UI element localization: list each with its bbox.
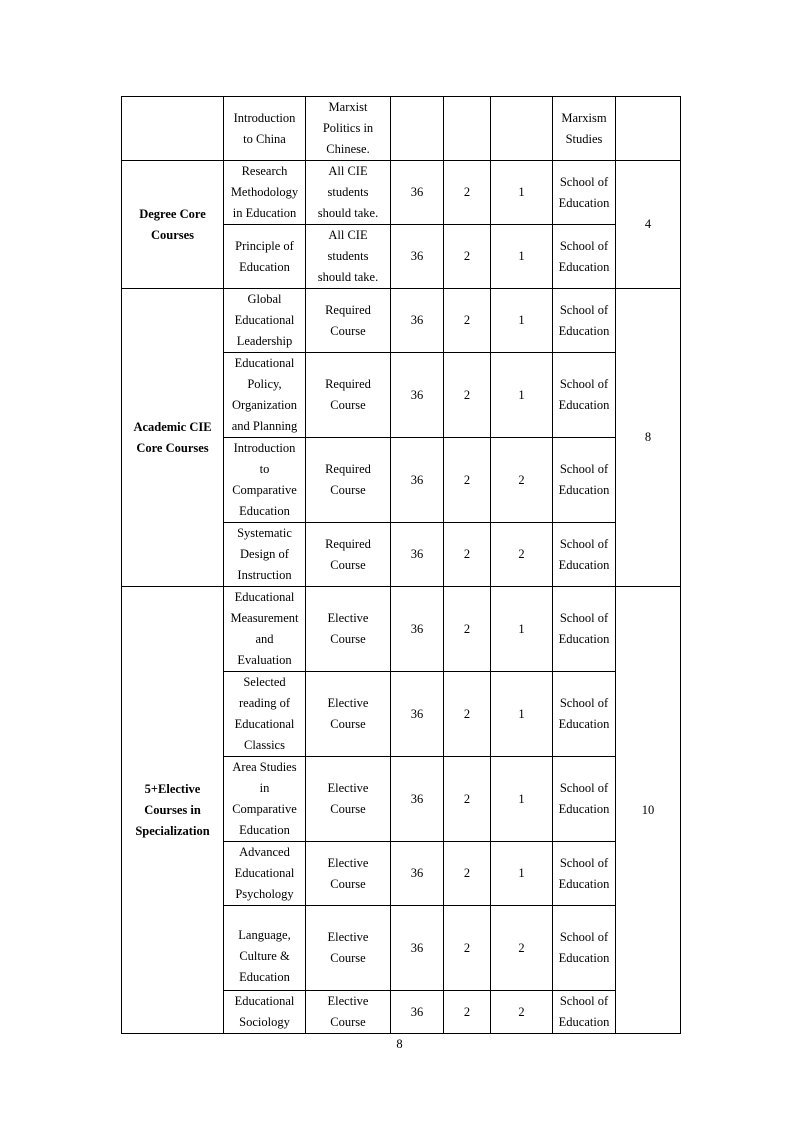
- department-cell: School of Education: [553, 438, 616, 523]
- credits-cell: 2: [444, 842, 491, 906]
- course-name-cell: Educational Measurement and Evaluation: [224, 587, 306, 672]
- course-type-cell: Elective Course: [306, 587, 391, 672]
- credits-cell: 2: [444, 161, 491, 225]
- course-type-cell: Required Course: [306, 353, 391, 438]
- credits-cell: 2: [444, 225, 491, 289]
- course-name-cell: Educational Sociology: [224, 991, 306, 1034]
- department-cell: School of Education: [553, 289, 616, 353]
- course-name-cell: Educational Policy, Organization and Planning: [224, 353, 306, 438]
- course-name-cell: Introduction to China: [224, 97, 306, 161]
- department-cell: School of Education: [553, 842, 616, 906]
- course-name-cell: Introduction to Comparative Education: [224, 438, 306, 523]
- category-cell: [122, 97, 224, 161]
- course-name-cell: Principle of Education: [224, 225, 306, 289]
- hours-cell: [391, 97, 444, 161]
- course-name-cell: Language, Culture & Education: [224, 906, 306, 991]
- course-type-cell: Elective Course: [306, 757, 391, 842]
- category-cell: Academic CIE Core Courses: [122, 289, 224, 587]
- credits-cell: 2: [444, 289, 491, 353]
- total-credits-cell: 4: [616, 161, 681, 289]
- hours-cell: 36: [391, 289, 444, 353]
- hours-cell: 36: [391, 161, 444, 225]
- semester-cell: 1: [491, 225, 553, 289]
- table-row: [122, 97, 681, 161]
- total-credits-cell: [616, 97, 681, 161]
- department-cell: School of Education: [553, 757, 616, 842]
- hours-cell: 36: [391, 842, 444, 906]
- course-name-cell: Advanced Educational Psychology: [224, 842, 306, 906]
- page-number: 8: [396, 1037, 403, 1051]
- course-table: [121, 96, 681, 1034]
- course-type-cell: Required Course: [306, 523, 391, 587]
- course-type-cell: All CIE students should take.: [306, 225, 391, 289]
- credits-cell: 2: [444, 757, 491, 842]
- semester-cell: 2: [491, 906, 553, 991]
- course-name-cell: Systematic Design of Instruction: [224, 523, 306, 587]
- course-name-cell: Global Educational Leadership: [224, 289, 306, 353]
- hours-cell: 36: [391, 438, 444, 523]
- credits-cell: 2: [444, 991, 491, 1034]
- category-cell: Degree Core Courses: [122, 161, 224, 289]
- semester-cell: 1: [491, 587, 553, 672]
- semester-cell: 2: [491, 523, 553, 587]
- credits-cell: 2: [444, 587, 491, 672]
- department-cell: School of Education: [553, 161, 616, 225]
- department-cell: School of Education: [553, 672, 616, 757]
- department-cell: School of Education: [553, 353, 616, 438]
- course-type-cell: Elective Course: [306, 842, 391, 906]
- course-type-cell: Elective Course: [306, 991, 391, 1034]
- hours-cell: 36: [391, 757, 444, 842]
- total-credits-cell: 10: [616, 587, 681, 1034]
- course-name-cell: Selected reading of Educational Classics: [224, 672, 306, 757]
- department-cell: School of Education: [553, 225, 616, 289]
- hours-cell: 36: [391, 225, 444, 289]
- table-row: [122, 587, 681, 672]
- department-cell: Marxism Studies: [553, 97, 616, 161]
- table-row: [122, 161, 681, 225]
- department-cell: School of Education: [553, 587, 616, 672]
- hours-cell: 36: [391, 672, 444, 757]
- hours-cell: 36: [391, 906, 444, 991]
- department-cell: School of Education: [553, 991, 616, 1034]
- semester-cell: 1: [491, 757, 553, 842]
- semester-cell: 1: [491, 289, 553, 353]
- semester-cell: 1: [491, 353, 553, 438]
- department-cell: School of Education: [553, 523, 616, 587]
- course-name-cell: Area Studies in Comparative Education: [224, 757, 306, 842]
- semester-cell: 1: [491, 672, 553, 757]
- course-type-cell: Required Course: [306, 289, 391, 353]
- course-type-cell: Marxist Politics in Chinese.: [306, 97, 391, 161]
- semester-cell: 2: [491, 438, 553, 523]
- semester-cell: 1: [491, 842, 553, 906]
- semester-cell: 2: [491, 991, 553, 1034]
- semester-cell: 1: [491, 161, 553, 225]
- hours-cell: 36: [391, 523, 444, 587]
- table-row: [122, 289, 681, 353]
- semester-cell: [491, 97, 553, 161]
- credits-cell: 2: [444, 523, 491, 587]
- credits-cell: 2: [444, 438, 491, 523]
- hours-cell: 36: [391, 353, 444, 438]
- course-name-cell: Research Methodology in Education: [224, 161, 306, 225]
- total-credits-cell: 8: [616, 289, 681, 587]
- course-type-cell: All CIE students should take.: [306, 161, 391, 225]
- course-type-cell: Elective Course: [306, 672, 391, 757]
- department-cell: School of Education: [553, 906, 616, 991]
- course-type-cell: Required Course: [306, 438, 391, 523]
- hours-cell: 36: [391, 991, 444, 1034]
- credits-cell: [444, 97, 491, 161]
- credits-cell: 2: [444, 672, 491, 757]
- hours-cell: 36: [391, 587, 444, 672]
- credits-cell: 2: [444, 353, 491, 438]
- course-type-cell: Elective Course: [306, 906, 391, 991]
- credits-cell: 2: [444, 906, 491, 991]
- category-cell: 5+Elective Courses in Specialization: [122, 587, 224, 1034]
